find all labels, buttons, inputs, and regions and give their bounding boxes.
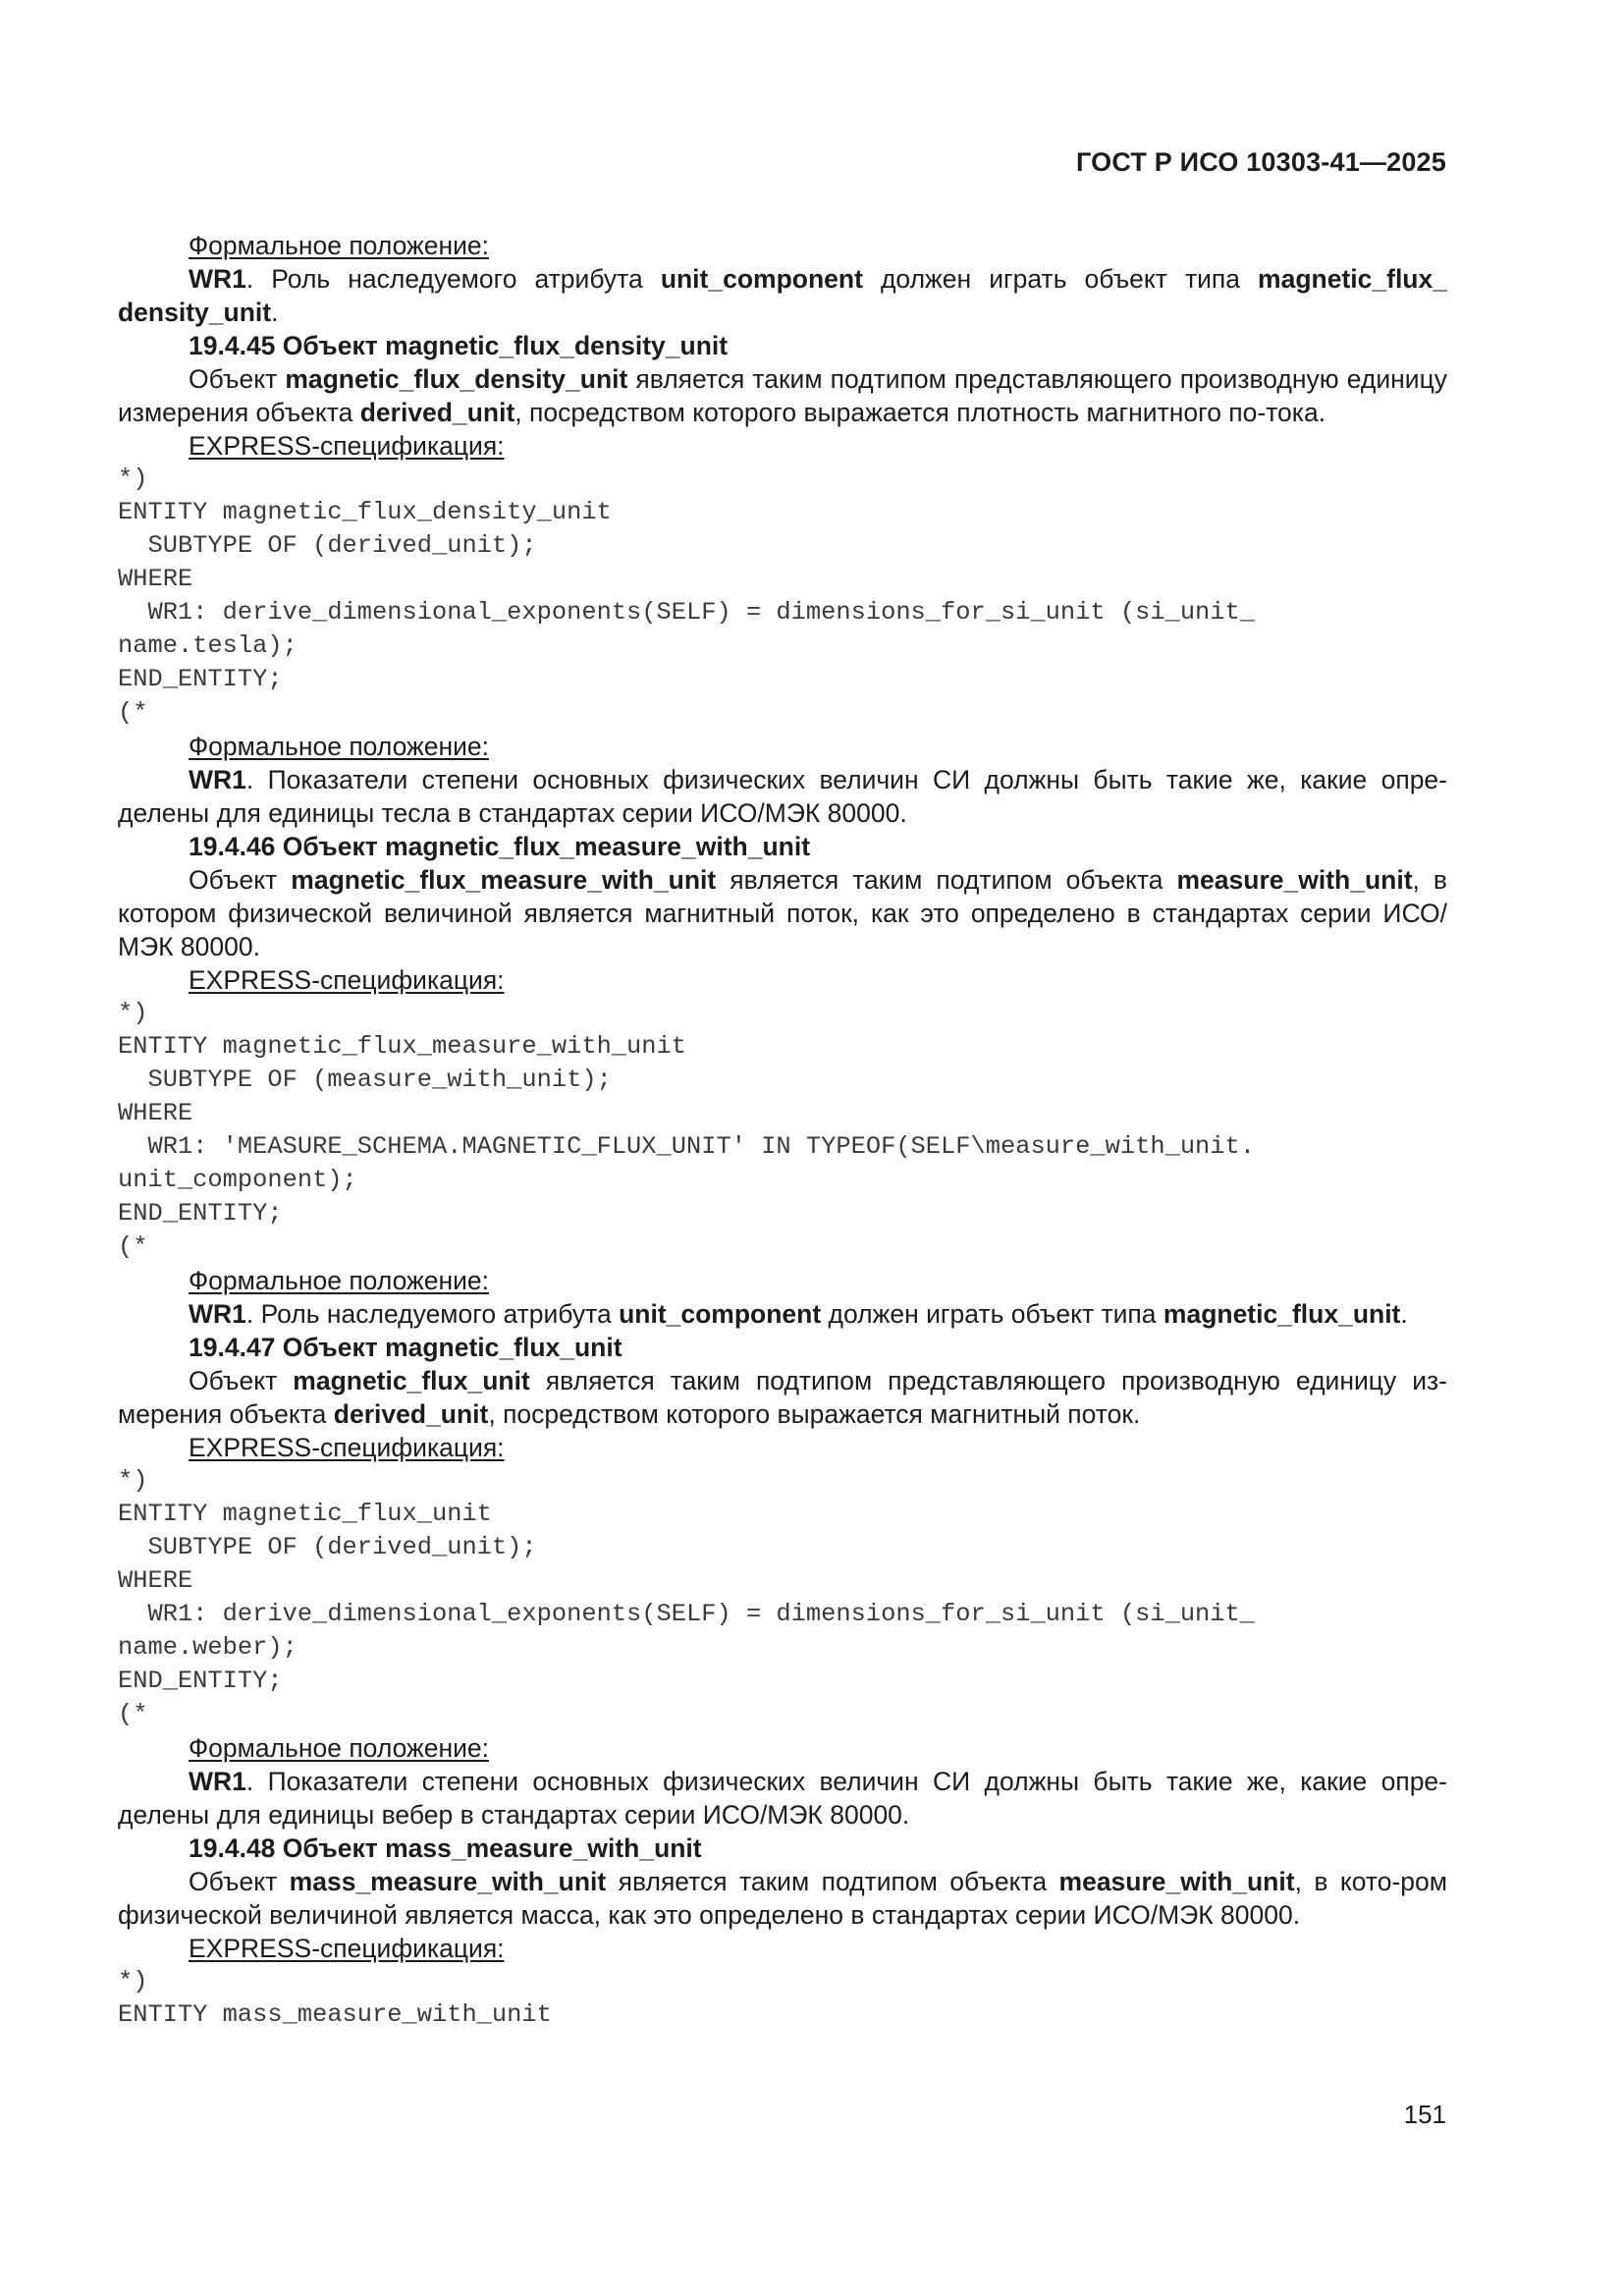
code-line: ENTITY mass_measure_with_unit <box>118 2000 552 2029</box>
code-line: WR1: 'MEASURE_SCHEMA.MAGNETIC_FLUX_UNIT' IN TYPEOF(SELF\measure_with_unit. <box>118 1132 1256 1161</box>
express-code-block <box>118 1464 1447 1731</box>
code-line: WHERE <box>118 565 193 593</box>
section-heading-19-4-46: 19.4.46 Объект magnetic_flux_measure_with_unit <box>189 832 811 861</box>
section-description: Объект magnetic_flux_density_unit является таким подтипом представляющего производную единицу измерения объекта derived_unit, посредством которого выражается плотность магнитного по-тока. <box>118 364 1447 427</box>
code-line: SUBTYPE OF (derived_unit); <box>118 1533 537 1561</box>
code-line: SUBTYPE OF (measure_with_unit); <box>118 1066 612 1094</box>
section-heading-19-4-45: 19.4.45 Объект magnetic_flux_density_unit <box>189 331 729 360</box>
code-line: SUBTYPE OF (derived_unit); <box>118 531 537 560</box>
code-line: END_ENTITY; <box>118 665 283 693</box>
formal-statement-wr1: WR1. Показатели степени основных физических величин СИ должны быть такие же, какие опре-делены для единицы вебер в стандартах серии ИСО/МЭК 80000. <box>118 1767 1447 1830</box>
formal-statement-wr1: WR1. Показатели степени основных физических величин СИ должны быть такие же, какие опре-делены для единицы тесла в стандартах серии ИСО/МЭК 80000. <box>118 765 1447 828</box>
section-heading-19-4-47: 19.4.47 Объект magnetic_flux_unit <box>189 1333 622 1362</box>
formal-statement-label: Формальное положение: <box>189 1733 490 1763</box>
code-line: END_ENTITY; <box>118 1667 283 1695</box>
formal-statement-label: Формальное положение: <box>189 1266 490 1295</box>
code-line: *) <box>118 999 148 1027</box>
code-line: name.weber); <box>118 1633 298 1662</box>
express-spec-label: EXPRESS-спецификация: <box>189 1934 505 1963</box>
code-line: ENTITY magnetic_flux_measure_with_unit <box>118 1032 687 1061</box>
code-line: (* <box>118 698 148 727</box>
code-line: *) <box>118 465 148 493</box>
code-line: END_ENTITY; <box>118 1199 283 1228</box>
express-code-block <box>118 463 1447 730</box>
formal-statement-label: Формальное положение: <box>189 732 490 761</box>
code-line: ENTITY magnetic_flux_unit <box>118 1500 492 1528</box>
code-line: WHERE <box>118 1566 193 1595</box>
section-description: Объект magnetic_flux_measure_with_unit является таким подтипом объекта measure_with_unit, в котором физической величиной является магнитный поток, как это определено в стандартах серии ИСО/МЭК 80000. <box>118 865 1447 961</box>
formal-statement-wr1: WR1. Роль наследуемого атрибута unit_component должен играть объект типа magnetic_flux_ density_unit. <box>118 264 1447 327</box>
code-line: unit_component); <box>118 1166 357 1194</box>
code-line: *) <box>118 1466 148 1495</box>
express-code-block <box>118 1965 1447 2032</box>
code-line: ENTITY magnetic_flux_density_unit <box>118 498 612 526</box>
code-line: *) <box>118 1967 148 1995</box>
section-description: Объект mass_measure_with_unit является таким подтипом объекта measure_with_unit, в кото-ром физической величиной является масса, как это определено в стандартах серии ИСО/МЭК 80000. <box>118 1867 1447 1930</box>
formal-statement-label: Формальное положение: <box>189 231 490 260</box>
document-header: ГОСТ Р ИСО 10303-41—2025 <box>1076 147 1446 177</box>
express-code-block <box>118 997 1447 1264</box>
code-line: WR1: derive_dimensional_exponents(SELF) = dimensions_for_si_unit (si_unit_ <box>118 1600 1256 1628</box>
code-line: WHERE <box>118 1099 193 1127</box>
section-heading-19-4-48: 19.4.48 Объект mass_measure_with_unit <box>189 1833 702 1863</box>
code-line: (* <box>118 1700 148 1728</box>
express-spec-label: EXPRESS-спецификация: <box>189 431 505 461</box>
section-description: Объект magnetic_flux_unit является таким подтипом представляющего производную единицу из-мерения объекта derived_unit, посредством которого выражается магнитный поток. <box>118 1366 1447 1429</box>
express-spec-label: EXPRESS-спецификация: <box>189 965 505 995</box>
formal-statement-wr1: WR1. Роль наследуемого атрибута unit_component должен играть объект типа magnetic_flux_unit. <box>189 1299 1408 1329</box>
code-line: name.tesla); <box>118 631 298 660</box>
express-spec-label: EXPRESS-спецификация: <box>189 1433 505 1462</box>
page-number: 151 <box>1403 2100 1446 2129</box>
code-line: (* <box>118 1232 148 1261</box>
code-line: WR1: derive_dimensional_exponents(SELF) = dimensions_for_si_unit (si_unit_ <box>118 598 1256 627</box>
page-content <box>118 229 1447 2032</box>
